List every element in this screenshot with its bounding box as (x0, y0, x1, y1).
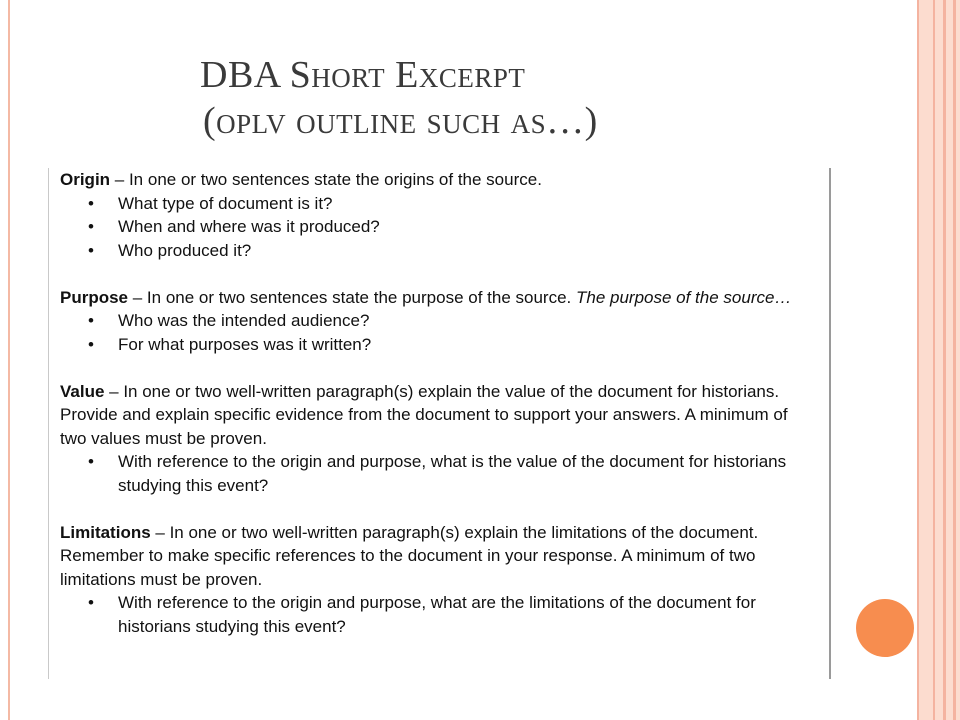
document-left-edge (48, 168, 49, 679)
list-item (60, 333, 810, 357)
limitations-paragraph (60, 521, 810, 592)
bullet-icon: • (88, 334, 94, 354)
value-term: Value (60, 381, 105, 401)
limitations-section (60, 521, 810, 639)
right-decorative-stripes (917, 0, 960, 720)
list-item (60, 591, 810, 638)
document-content (60, 168, 810, 662)
list-item-text: When and where was it produced? (118, 217, 380, 236)
value-text: – In one or two well-written paragraph(s) explain the value of the document for historians. Provide and explain specific evidence from the document to support your answers. A minimum of two values must be proven. (60, 381, 788, 448)
purpose-bullets (60, 309, 810, 356)
document-right-edge (829, 168, 831, 679)
purpose-term: Purpose (60, 287, 129, 307)
left-border-line (8, 0, 10, 720)
purpose-paragraph (60, 286, 810, 310)
purpose-section (60, 286, 810, 357)
list-item-text: Who was the intended audience? (118, 311, 370, 330)
value-section (60, 380, 810, 498)
origin-paragraph (60, 168, 810, 192)
bullet-icon: • (88, 593, 94, 612)
origin-bullets (60, 192, 810, 263)
limitations-bullets (60, 591, 810, 638)
list-item-text: What type of document is it? (118, 193, 333, 213)
list-item-text: Who produced it? (118, 240, 252, 260)
purpose-italic: The purpose of the source… (575, 287, 792, 307)
slide-title-line1: DBA Short Excerpt (200, 54, 526, 96)
orange-circle-decoration (856, 599, 914, 657)
bullet-icon: • (88, 240, 94, 260)
list-item (60, 309, 810, 333)
purpose-text: – In one or two sentences state the purpose of the source. (128, 287, 576, 307)
slide-title (200, 52, 598, 144)
limitations-term: Limitations (60, 522, 151, 542)
bullet-icon: • (88, 311, 94, 330)
list-item-text: With reference to the origin and purpose, what are the limitations of the document for historians studying this event? (118, 593, 756, 636)
bullet-icon: • (88, 217, 94, 236)
value-bullets (60, 450, 810, 497)
document-excerpt (48, 168, 831, 679)
bullet-icon: • (88, 452, 94, 471)
bullet-icon: • (88, 193, 94, 213)
origin-section (60, 168, 810, 262)
slide-title-line2: (oplv outline such as…) (203, 100, 598, 142)
list-item (60, 239, 810, 263)
list-item (60, 450, 810, 497)
value-paragraph (60, 380, 810, 451)
list-item (60, 192, 810, 216)
list-item (60, 215, 810, 239)
limitations-text: – In one or two well-written paragraph(s) explain the limitations of the document. Remember to make specific references to the document in your response. A minimum of two limitations must be proven. (60, 522, 759, 589)
list-item-text: For what purposes was it written? (118, 334, 372, 354)
origin-term: Origin (60, 170, 111, 189)
list-item-text: With reference to the origin and purpose, what is the value of the document for historians studying this event? (118, 452, 787, 495)
origin-text: – In one or two sentences state the origins of the source. (110, 170, 542, 189)
